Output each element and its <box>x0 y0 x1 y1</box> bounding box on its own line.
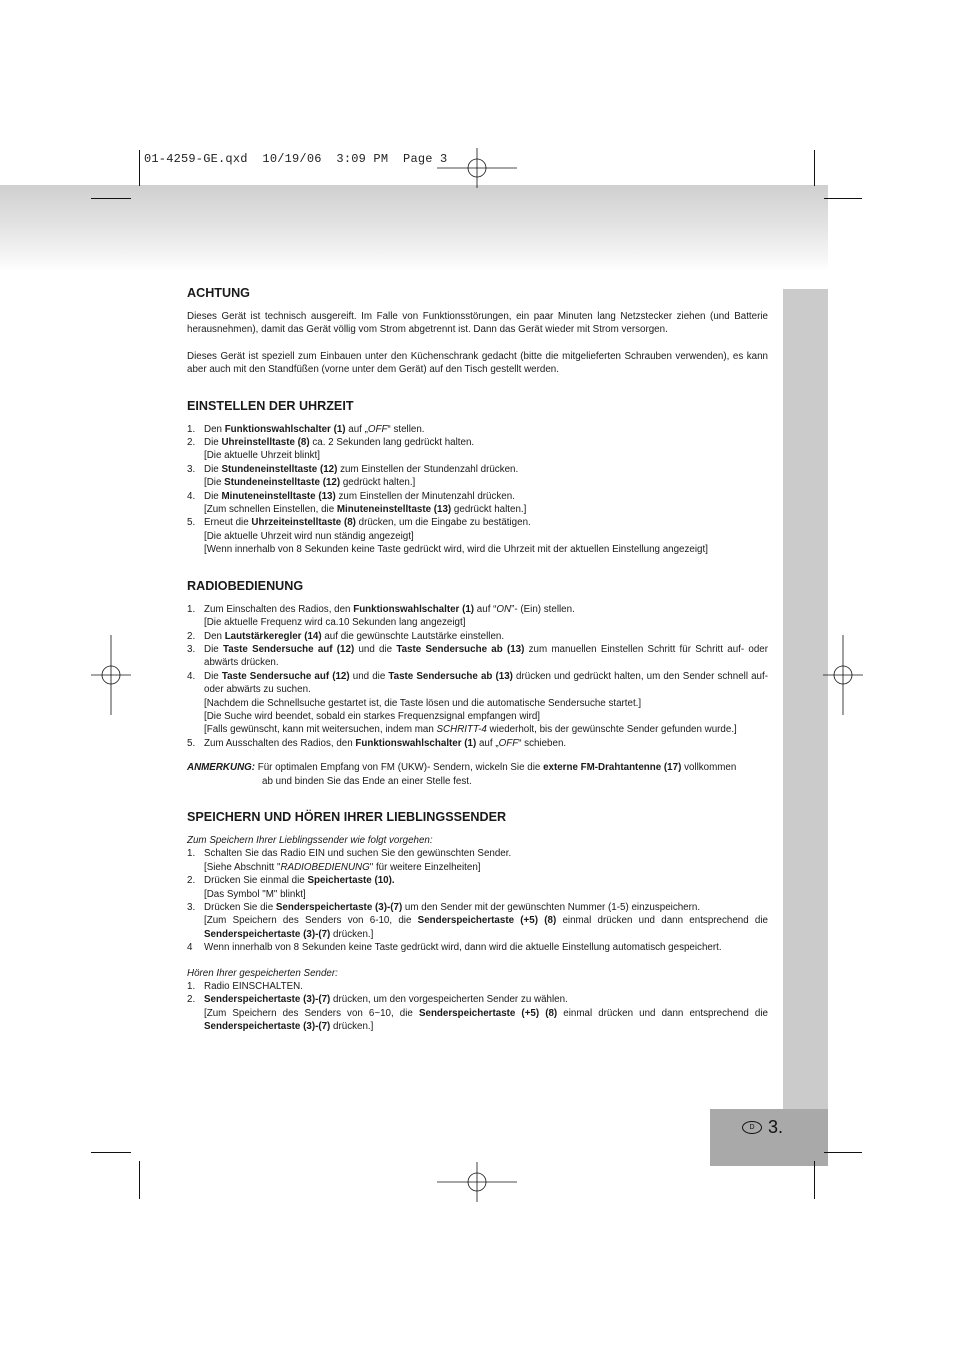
paragraph: Dieses Gerät ist speziell zum Einbauen unter den Küchenschrank gedacht (bitte die mitgelieferten Schrauben verwenden), es kann aber auch mit den Standfüßen (vorne unter dem Gerät) auf den Tisch gestellt werden. <box>187 350 768 376</box>
list-item: 4. Die Taste Sendersuche auf (12) und die Taste Sendersuche ab (13) drücken und gedrückt halten, um den Sender schnell auf- oder abwärts zu suchen. [Nachdem die Schnellsuche gestartet ist, die Taste lösen und die automatische Sendersuche startet.] [Die Suche wird beendet, sobald ein starkes Frequenzsignal empfangen wird] [Falls gewünscht, kann mit weitersuchen, indem man SCHRITT-4 wiederholt, bis der gewünschte Sender gefunden wurde.] <box>187 670 768 736</box>
registration-mark-icon <box>437 148 517 188</box>
list-item: 3. Drücken Sie die Senderspeichertaste (3)-(7) um den Sender mit der gewünschten Nummer (1-5) einzuspeichern. [Zum Speichern des Senders von 6-10, die Senderspeichertaste (+5) (8) einmal drücken und dann entsprechend die Senderspeichertaste (3)-(7) drücken.] <box>187 902 768 940</box>
manual-page-content <box>187 286 768 1056</box>
list-item: 3. Die Stundeneinstelltaste (12) zum Einstellen der Stundenzahl drücken. [Die Stundeneinstelltaste (12) gedrückt halten.] <box>187 463 519 489</box>
section-speichern <box>187 810 768 1034</box>
list-item: 1. Radio EINSCHALTEN. <box>187 981 303 993</box>
registration-mark-icon <box>823 635 863 715</box>
note-block: ANMERKUNG: Für optimalen Empfang von FM (UKW)- Sendern, wickeln Sie die externe FM-Drahtantenne (17) vollkommen ab und binden Sie das Ende an einer Stelle fest. <box>187 762 737 787</box>
crop-mark <box>91 1152 131 1153</box>
list-item: 2. Senderspeichertaste (3)-(7) drücken, um den vorgespeicherten Sender zu wählen. [Zum Speichern des Senders von 6~10, die Senderspeichertaste (+5) (8) einmal drücken und dann entsprechend die Senderspeichertaste (3)-(7) drücken.] <box>187 994 768 1033</box>
intro-text: Zum Speichern Ihrer Lieblingssender wie folgt vorgehen: <box>187 834 433 846</box>
intro-text: Hören Ihrer gespeicherten Sender: <box>187 967 338 979</box>
registration-mark-icon <box>91 635 131 715</box>
list-item: 1. Schalten Sie das Radio EIN und suchen Sie den gewünschten Sender. [Siehe Abschnitt "RADIOBEDIENUNG" für weitere Einzelheiten] <box>187 848 512 873</box>
list-item: 1. Zum Einschalten des Radios, den Funktionswahlschalter (1) auf “ON”- (Ein) stellen. [Die aktuelle Frequenz wird ca.10 Sekunden lang angezeigt] <box>187 603 575 629</box>
section-title: SPEICHERN UND HÖREN IHRER LIEBLINGSSENDER <box>187 809 507 824</box>
crop-mark <box>814 1161 815 1199</box>
list-item: 2. Die Uhreinstelltaste (8) ca. 2 Sekunden lang gedrückt halten. [Die aktuelle Uhrzeit blinkt] <box>187 437 475 462</box>
step-list <box>187 980 768 1034</box>
section-title: EINSTELLEN DER UHRZEIT <box>187 398 354 413</box>
crop-mark <box>814 150 815 186</box>
crop-mark <box>824 1152 862 1153</box>
side-tab-bar <box>783 289 828 1109</box>
list-item: 5. Zum Ausschalten des Radios, den Funktionswahlschalter (1) auf „OFF“ schieben. <box>187 737 567 749</box>
registration-mark-icon <box>437 1162 517 1202</box>
page-number-text: 3. <box>768 1116 784 1137</box>
section-radiobedienung <box>187 579 768 788</box>
list-item: 2. Drücken Sie einmal die Speichertaste (10). [Das Symbol "M" blinkt] <box>187 875 395 900</box>
note-label: ANMERKUNG: <box>187 762 256 774</box>
list-item: 2. Den Lautstärkeregler (14) auf die gewünschte Lautstärke einstellen. <box>187 630 505 642</box>
crop-mark <box>91 198 131 199</box>
list-item: 1. Den Funktionswahlschalter (1) auf „OFF“ stellen. <box>187 423 425 435</box>
section-title: RADIOBEDIENUNG <box>187 578 304 593</box>
crop-mark <box>139 1161 140 1199</box>
list-item: 5. Erneut die Uhrzeiteinstelltaste (8) drücken, um die Eingabe zu bestätigen. [Die aktuelle Uhrzeit wird nun ständig angezeigt] [Wenn innerhalb von 8 Sekunden keine Taste gedrückt wird, wird die Uhrzeit mit der aktuellen Einstellung angezeigt] <box>187 517 708 556</box>
section-uhrzeit <box>187 399 768 557</box>
page-number <box>742 1115 783 1139</box>
list-item: 3. Die Taste Sendersuche auf (12) und die Taste Sendersuche ab (13) zum manuellen Einstellen Schritt für Schritt auf- oder abwärts drücken. <box>187 643 768 669</box>
list-item: 4 Wenn innerhalb von 8 Sekunden keine Taste gedrückt wird, dann wird die aktuelle Einstellung automatisch gespeichert. <box>187 942 722 954</box>
section-title: ACHTUNG <box>187 286 250 300</box>
list-item: 4. Die Minuteneinstelltaste (13) zum Einstellen der Minutenzahl drücken. [Zum schnellen Einstellen, die Minuteneinstelltaste (13) gedrückt halten.] <box>187 490 527 516</box>
step-list <box>187 603 768 750</box>
language-badge-icon: D <box>742 1121 762 1134</box>
crop-mark <box>139 150 140 186</box>
crop-mark <box>824 198 862 199</box>
step-list <box>187 847 768 954</box>
step-list <box>187 423 768 557</box>
section-achtung <box>187 286 768 377</box>
print-slug: 01-4259-GE.qxd 10/19/06 3:09 PM Page 3 <box>144 152 448 166</box>
paragraph: Dieses Gerät ist technisch ausgereift. Im Falle von Funktionsstörungen, ein paar Minuten lang Netzstecker ziehen (und Batterie herausnehmen), damit das Gerät völlig vom Strom abgetrennt ist. Dann das Gerät wieder mit Strom versorgen. <box>187 311 768 336</box>
